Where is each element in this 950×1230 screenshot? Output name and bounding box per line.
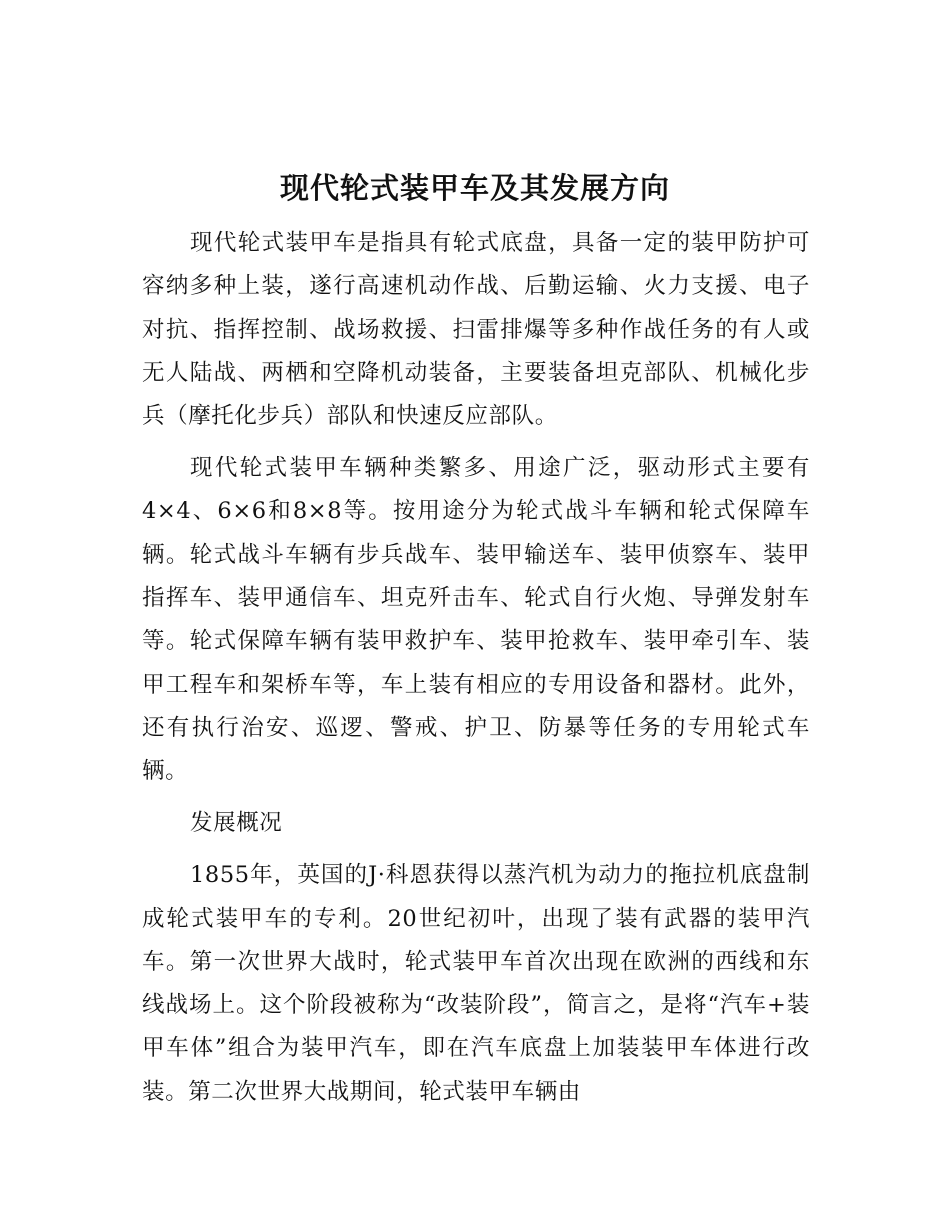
document-body [142,222,810,1114]
paragraph-definition: 现代轮式装甲车是指具有轮式底盘，具备一定的装甲防护可容纳多种上装，遂行高速机动作战、后勤运输、火力支援、电子对抗、指挥控制、战场救援、扫雷排爆等多种作战任务的有人或无人陆战、两栖和空降机动装备，主要装备坦克部队、机械化步兵（摩托化步兵）部队和快速反应部队。 [142,230,810,430]
paragraph-vehicle-types: 现代轮式装甲车辆种类繁多、用途广泛，驱动形式主要有4×4、6×6和8×8等。按用途分为轮式战斗车辆和轮式保障车辆。轮式战斗车辆有步兵战车、装甲输送车、装甲侦察车、装甲指挥车、装甲通信车、坦克歼击车、轮式自行火炮、导弹发射车等。轮式保障车辆有装甲救护车、装甲抢救车、装甲牵引车、装甲工程车和架桥车等，车上装有相应的专用设备和器材。此外，还有执行治安、巡逻、警戒、护卫、防暴等任务的专用轮式车辆。 [142,455,810,785]
section-heading-development: 发展概况 [190,810,283,837]
paragraph-history: 1855年，英国的J·科恩获得以蒸汽机为动力的拖拉机底盘制成轮式装甲车的专利。20世纪初叶，出现了装有武器的装甲汽车。第一次世界大战时，轮式装甲车首次出现在欧洲的西线和东线战场上。这个阶段被称为“改装阶段”，简言之，是将“汽车+装甲车体”组合为装甲汽车，即在汽车底盘上加装装甲车体进行改装。第二次世界大战期间，轮式装甲车辆由 [142,862,810,1105]
document-title: 现代轮式装甲车及其发展方向 [279,171,670,205]
